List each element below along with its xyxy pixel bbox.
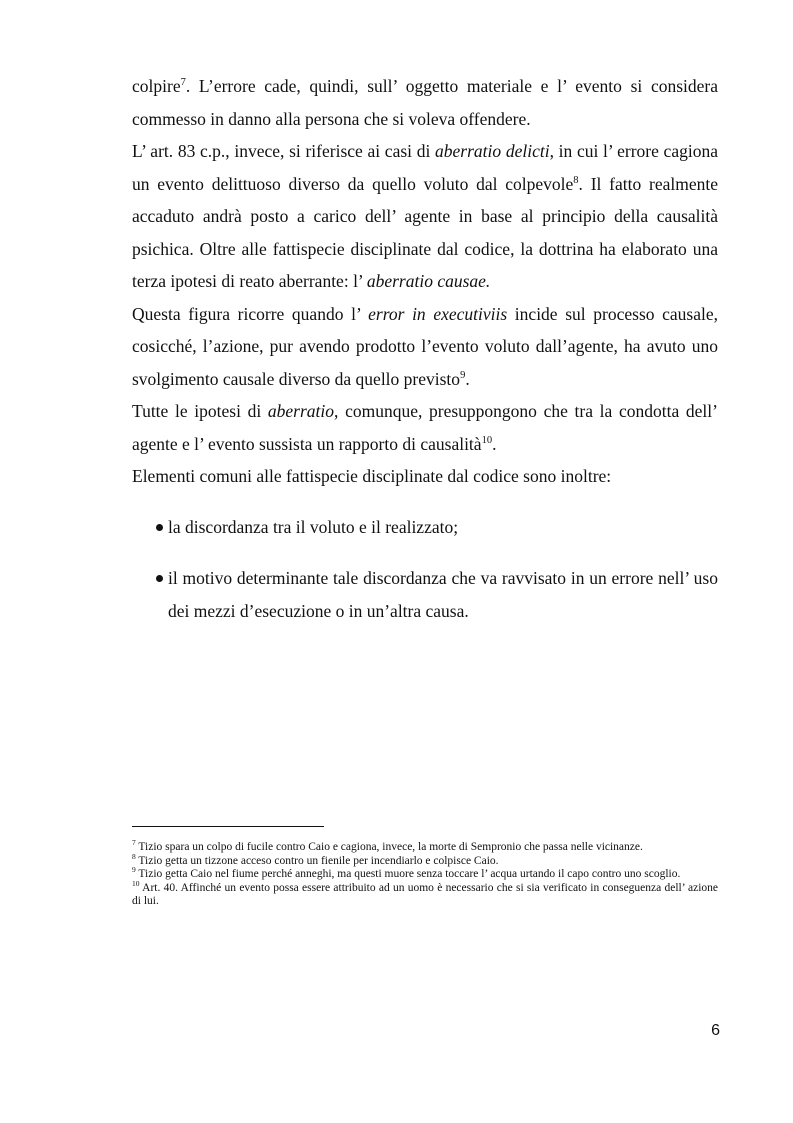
footnote-number: 7 <box>132 838 136 848</box>
footnote-separator <box>132 826 324 827</box>
text-run: Tutte le ipotesi di <box>132 401 268 421</box>
footnote-ref-9[interactable]: 9 <box>460 369 466 381</box>
italic-term: error in executiviis <box>368 303 508 324</box>
text-run: . <box>492 433 497 454</box>
main-text <box>132 70 718 646</box>
text-run: incide sul processo causale, cosicché, l’azione, pur avendo prodotto l’evento voluto dall’agente, ha avuto uno svolgimento causale diverso da quello previsto <box>132 303 719 389</box>
list-item <box>132 511 718 544</box>
footnote-ref-7[interactable]: 7 <box>180 77 186 89</box>
paragraph-3 <box>132 298 718 396</box>
footnote-7 <box>132 838 718 855</box>
bullet-list <box>132 511 718 628</box>
text-run: . Il fatto realmente accaduto andrà posto a carico dell’ agente in base al principio della causalità psichica. Oltre alle fattispecie disciplinate dal codice, la dottrina ha elaborato una terza ipotesi di reato aberrante: l’ <box>132 173 718 291</box>
bullet-icon <box>156 524 163 531</box>
list-item-text: il motivo determinante tale discordanza che va ravvisato in un errore nell’ uso dei mezzi d’esecuzione o in un’altra causa. <box>168 568 718 621</box>
paragraph-4 <box>132 395 718 460</box>
italic-term: aberratio causae. <box>366 271 491 291</box>
paragraph-2 <box>132 135 718 298</box>
footnote-9 <box>132 865 718 882</box>
text-run: . <box>465 368 470 389</box>
footnote-text: Art. 40. Affinché un evento possa essere attribuito ad un uomo è necessario che si sia verificato in conseguenza dell’ azione di lui. <box>132 881 718 907</box>
footnote-text: Tizio spara un colpo di fucile contro Caio e cagiona, invece, la morte di Sempronio che passa nelle vicinanze. <box>135 841 643 853</box>
footnote-ref-8[interactable]: 8 <box>573 174 579 186</box>
footnote-number: 8 <box>132 851 136 861</box>
footnote-8 <box>132 851 718 869</box>
text-run: L’ art. 83 c.p., invece, si riferisce ai casi di <box>132 141 436 161</box>
footnote-text: Tizio getta un tizzone acceso contro un fienile per incendiarlo e colpisce Caio. <box>135 854 499 867</box>
paragraph-1 <box>132 70 718 135</box>
footnote-10 <box>132 878 718 909</box>
list-item-text: la discordanza tra il voluto e il realizzato; <box>168 516 459 537</box>
list-item <box>132 562 718 627</box>
text-run: . L’errore cade, quindi, sull’ oggetto materiale e l’ evento si considera commesso in danno alla persona che si voleva offendere. <box>132 76 718 129</box>
page-number: 6 <box>711 1022 720 1039</box>
footnote-number: 9 <box>132 865 136 875</box>
text-run: colpire <box>132 76 181 96</box>
italic-term: aberratio <box>267 401 335 421</box>
footnote-ref-10[interactable]: 10 <box>481 434 493 446</box>
bullet-icon <box>156 575 163 582</box>
text-run: , in cui l’ errore cagiona un evento delittuoso diverso da quello voluto dal colpevole <box>132 141 718 194</box>
text-run: Questa figura ricorre quando l’ <box>132 303 369 324</box>
italic-term: aberratio delicti <box>435 141 550 161</box>
text-run: , comunque, presuppongono che tra la condotta dell’ agente e l’ evento sussista un rapporto di causalità <box>132 401 718 454</box>
footnotes <box>132 838 718 909</box>
footnote-number: 10 <box>132 878 140 888</box>
footnote-text: Tizio getta Caio nel fiume perché anneghi, ma questi muore senza toccare l’ acqua urtando il capo contro uno scoglio. <box>135 868 681 880</box>
paragraph-5: Elementi comuni alle fattispecie disciplinate dal codice sono inoltre: <box>132 466 612 486</box>
